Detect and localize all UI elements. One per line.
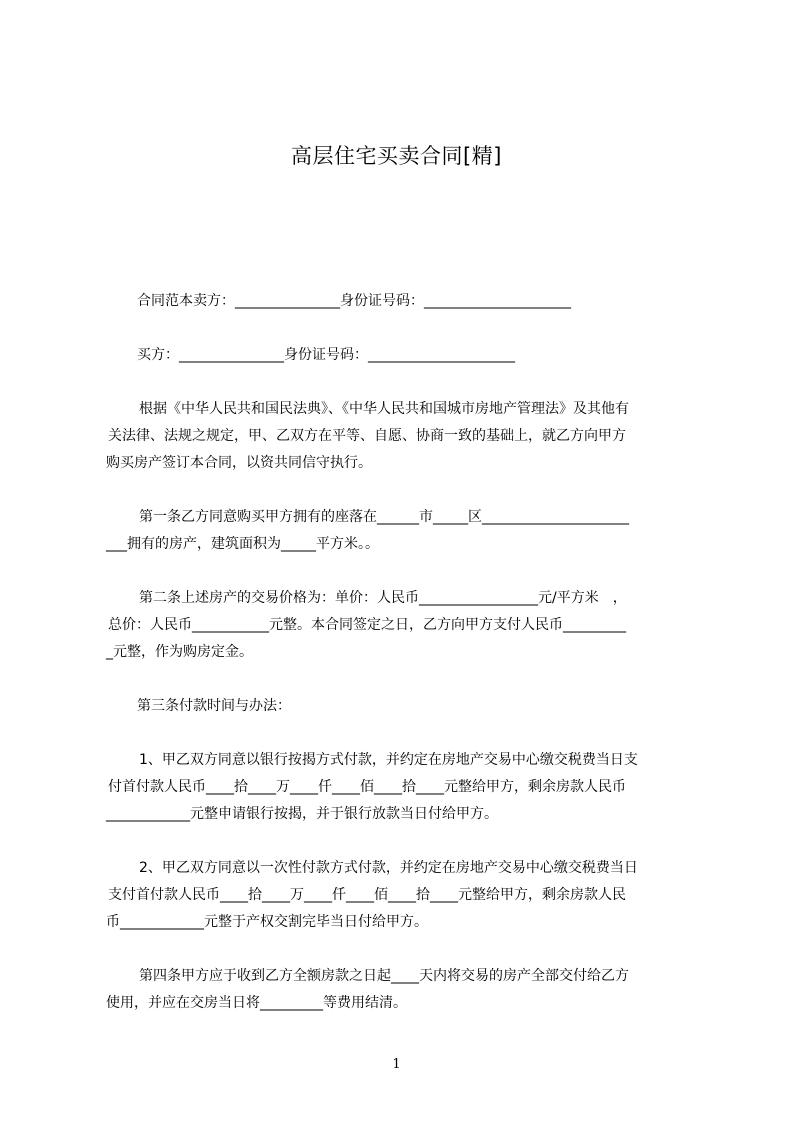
article3-item1-line-3: ____________元整申请银行按揭，并于银行放款当日付给甲方。	[106, 806, 498, 822]
buyer-line: 买方：_______________身份证号码：_____________________	[137, 347, 515, 363]
document-title: 高层住宅买卖合同[精]	[291, 144, 502, 168]
article2-line-3: _元整，作为购房定金。	[106, 644, 253, 660]
preamble-line-2: 关法律、法规之规定，甲、乙双方在平等、自愿、协商一致的基础上，就乙方向甲方	[108, 428, 626, 444]
page-number: 1	[392, 1057, 401, 1072]
article3-item2-line-2: 支付首付款人民币____拾____万____仟____佰____拾____元整给甲方，剩余房款人民	[108, 887, 626, 903]
preamble-line-3: 购买房产签订本合同，以资共同信守执行。	[106, 455, 372, 471]
article4-line-2: 使用，并应在交房当日将_________等费用结清。	[106, 995, 407, 1011]
article3-heading: 第三条付款时间与办法：	[137, 698, 291, 714]
article3-item2-line-3: 币____________元整于产权交割完毕当日付给甲方。	[106, 914, 428, 930]
article3-item1-line-1: 1、甲乙双方同意以银行按揭方式付款，并约定在房地产交易中心缴交税费当日支	[139, 752, 638, 768]
article3-item2-line-1: 2、甲乙双方同意以一次性付款方式付款，并约定在房地产交易中心缴交税费当日	[139, 860, 638, 876]
article2-line-1: 第二条上述房产的交易价格为：单价：人民币_________________元/平方米 ，	[139, 590, 627, 606]
article2-line-2: 总价：人民币___________元整。本合同签定之日，乙方向甲方支付人民币_________	[108, 617, 626, 633]
article1-line-2: ___拥有的房产，建筑面积为_____平方米。。	[106, 536, 379, 552]
article1-line-1: 第一条乙方同意购买甲方拥有的座落在______市_____区_____________________	[139, 509, 629, 525]
article4-line-1: 第四条甲方应于收到乙方全额房款之日起____天内将交易的房产全部交付给乙方	[139, 968, 629, 984]
article3-item1-line-2: 付首付款人民币____拾____万____仟____佰____拾____元整给甲方，剩余房款人民币	[108, 779, 626, 795]
preamble-line-1: 根据《中华人民共和国民法典》、《中华人民共和国城市房地产管理法》及其他有	[139, 401, 629, 417]
seller-line: 合同范本卖方：_______________身份证号码：_____________________	[137, 293, 571, 309]
